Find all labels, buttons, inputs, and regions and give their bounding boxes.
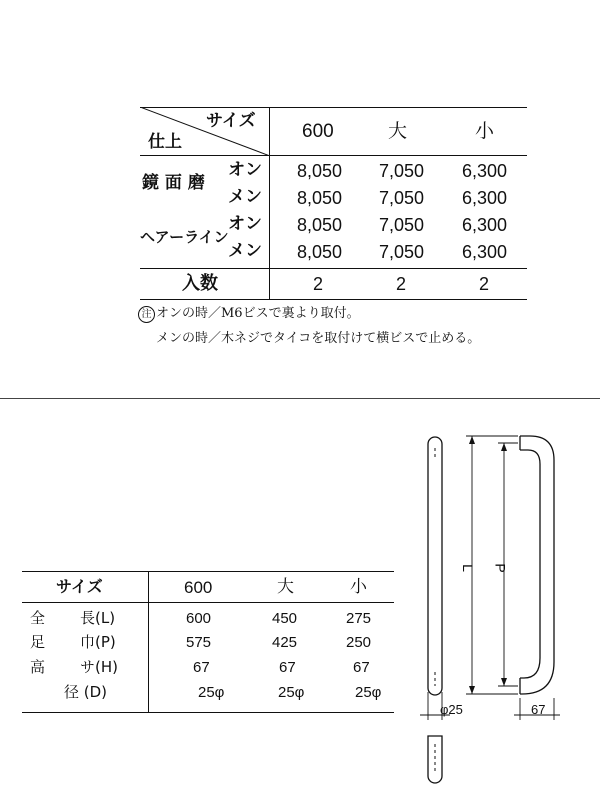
- price-cell: 7,050: [379, 215, 425, 235]
- dim-table-header-divider: [22, 602, 394, 603]
- col-header-600: 600: [302, 121, 334, 142]
- type-men-label-1: メン: [228, 187, 262, 207]
- finish-hairline-label: ヘアーライン: [140, 228, 229, 246]
- dim-cell: 575: [186, 634, 212, 651]
- type-on-label-1: オン: [228, 160, 262, 180]
- qty-cell: 2: [479, 274, 490, 294]
- price-cell: 7,050: [379, 161, 425, 181]
- corner-finish-label: 仕上: [148, 132, 182, 152]
- price-cell: 6,300: [462, 242, 508, 262]
- qty-cell: 2: [313, 274, 324, 294]
- type-on-label-2: オン: [228, 214, 262, 234]
- dim-cell: 67: [353, 659, 370, 676]
- side-view-handle: [520, 436, 554, 694]
- price-table-bottom-border: [140, 299, 527, 300]
- type-men-label-2: メン: [228, 241, 262, 261]
- dimension-label-P: P: [492, 563, 509, 573]
- section-divider: [0, 398, 600, 399]
- price-cell: 6,300: [462, 188, 508, 208]
- price-table-qty-divider: [140, 268, 527, 269]
- price-cell: 8,050: [297, 242, 343, 262]
- price-cell: 8,050: [297, 215, 343, 235]
- price-cell: 6,300: [462, 215, 508, 235]
- price-cell: 8,050: [297, 188, 343, 208]
- note-mark-icon: 注: [138, 306, 155, 323]
- dim-cell: 250: [346, 634, 372, 651]
- price-cell: 7,050: [379, 188, 425, 208]
- dim-table-column-divider: [148, 571, 149, 713]
- col-header-large: 大: [388, 120, 408, 142]
- dim-cell: 25φ: [198, 684, 225, 701]
- end-view-bar: [428, 736, 442, 783]
- dim-col-header-large: 大: [277, 577, 294, 597]
- col-header-small: 小: [475, 120, 495, 142]
- handle-drawing-lines: [400, 420, 600, 800]
- dim-cell: 67: [279, 659, 296, 676]
- dimension-lines: [420, 436, 560, 720]
- corner-size-label: サイズ: [206, 111, 256, 131]
- dim-col-header-small: 小: [350, 577, 367, 597]
- dim-cell: 450: [272, 610, 298, 627]
- price-cell: 8,050: [297, 161, 343, 181]
- dimension-label-depth: 67: [531, 702, 546, 717]
- note-line-2: メンの時／木ネジでタイコを取付けて横ビスで止める。: [156, 331, 481, 346]
- qty-label: 入数: [182, 273, 218, 294]
- front-view-bar: [428, 437, 442, 695]
- dim-row-key1: 高: [30, 658, 46, 676]
- dim-cell: 600: [186, 610, 212, 627]
- price-cell: 7,050: [379, 242, 425, 262]
- dim-header-size-label: サイズ: [56, 577, 103, 596]
- dim-row-key2: 巾(P): [80, 633, 116, 651]
- dim-row-key1: 全: [30, 609, 46, 627]
- dimension-label-diameter: φ25: [440, 702, 463, 717]
- dim-table-top-border: [22, 571, 394, 572]
- qty-cell: 2: [396, 274, 407, 294]
- dim-row-key2: サ(H): [80, 658, 118, 676]
- dim-row-key1: 足: [30, 633, 46, 651]
- dim-cell: 25φ: [278, 684, 305, 701]
- dim-cell: 425: [272, 634, 298, 651]
- dim-row-key2: 長(L): [80, 609, 116, 627]
- dim-col-header-600: 600: [184, 578, 213, 597]
- finish-mirror-label: 鏡 面 磨: [142, 173, 205, 193]
- price-cell: 6,300: [462, 161, 508, 181]
- dim-cell: 275: [346, 610, 372, 627]
- note-line-1: オンの時／M6ビスで裏より取付。: [156, 306, 360, 321]
- dim-cell: 25φ: [355, 684, 382, 701]
- dim-cell: 67: [193, 659, 210, 676]
- dim-table-bottom-border: [22, 712, 394, 713]
- dimension-label-L: L: [459, 564, 476, 572]
- dim-row-key2: 径 (D): [64, 683, 108, 701]
